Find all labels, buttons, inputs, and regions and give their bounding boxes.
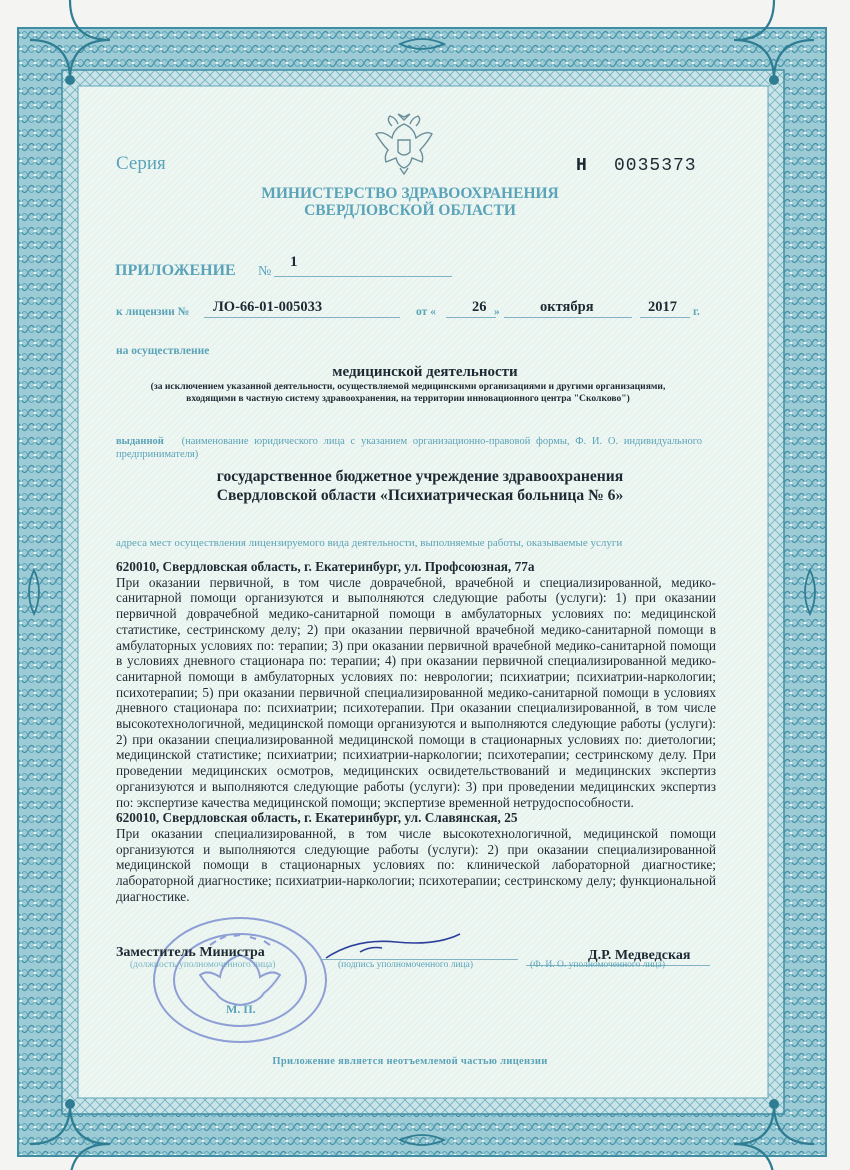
license-number-underline: [204, 317, 400, 318]
official-stamp-icon: [150, 915, 330, 1045]
organization-line-2: Свердловской области «Психиатрическая больница № 6»: [216, 487, 624, 504]
issued-hint: (наименование юридического лица с указанием организационно-правовой формы, Ф. И. О. индивидуального предпринимателя): [116, 436, 702, 460]
signatory-position: Заместитель Министра: [116, 945, 265, 960]
series-label: Серия: [116, 153, 166, 174]
address-2-services: При оказании специализированной, в том числе высокотехнологичной, медицинской помощи организуются и выполняются следующие работы (услуги): 2) при оказании специализированной медицинской помощи в стационарных условиях по: клинической лабораторной диагностике; лабораторной диагностике; психиатрии-наркологии; психотерапии; сестринскому делу; функциональной диагностике.: [116, 825, 716, 904]
license-label: к лицензии №: [116, 306, 190, 318]
ministry-line-1: МИНИСТЕРСТВО ЗДРАВООХРАНЕНИЯ: [261, 185, 559, 202]
license-year: 2017: [648, 299, 677, 315]
address-2: 620010, Свердловская область, г. Екатеринбург, ул. Славянская, 25: [116, 810, 518, 826]
issued-label: выданной: [116, 436, 164, 447]
license-day-underline: [446, 317, 496, 318]
issued-hint-block: [116, 435, 702, 461]
position-hint: (должность уполномоченного лица): [130, 960, 276, 970]
series-letter: Н: [576, 156, 587, 176]
license-day-close: »: [494, 306, 500, 318]
addresses-body: [116, 559, 716, 904]
footer-note: Приложение является неотъемлемой частью лицензии: [272, 1056, 548, 1067]
appendix-number-underline: [274, 276, 452, 277]
license-number: ЛО-66-01-005033: [213, 299, 323, 315]
activity-note: (за исключением указанной деятельности, осуществляемой медицинскими организациями и другими организациями, входящими в частную систему здравоохранения, на территории инновационного центра "Сколково"): [150, 381, 666, 404]
signatory-name: Д.Р. Медведская: [588, 948, 691, 963]
organization-line-1: государственное бюджетное учреждение здравоохранения: [216, 468, 624, 485]
activity-title: медицинской деятельности: [332, 364, 518, 380]
stamp-place-mark: М. П.: [226, 1002, 256, 1016]
signature-hint: (подпись уполномоченного лица): [338, 960, 474, 970]
ministry-line-2: СВЕРДЛОВСКОЙ ОБЛАСТИ: [304, 202, 516, 219]
license-month-underline: [504, 317, 632, 318]
addresses-label: адреса мест осуществления лицензируемого вида деятельности, выполняемые работы, оказываемые услуги: [116, 537, 623, 549]
appendix-label: ПРИЛОЖЕНИЕ: [115, 262, 236, 279]
license-date-prefix: от «: [416, 306, 436, 318]
appendix-number: 1: [290, 254, 298, 270]
coat-of-arms-icon: [372, 112, 436, 178]
address-1: 620010, Свердловская область, г. Екатеринбург, ул. Профсоюзная, 77а: [116, 559, 535, 574]
license-month: октября: [540, 299, 594, 315]
appendix-number-sign: №: [258, 264, 272, 279]
organization-name: [130, 467, 710, 505]
series-number: 0035373: [614, 156, 697, 176]
license-year-suffix: г.: [693, 306, 700, 318]
name-hint: (Ф. И. О. уполномоченного лица): [530, 960, 665, 970]
license-year-underline: [640, 317, 690, 318]
address-1-services: При оказании первичной, в том числе доврачебной, врачебной и специализированной, медико-санитарной помощи организуются и выполняются следующие работы (услуги): 1) при оказании первичной доврачебной медико-санитарной помощи в амбулаторных условиях по: медицинской статистике, сестринскому делу; 2) при оказании первичной врачебной медико-санитарной помощи в амбулаторных условиях по: терапии; 3) при оказании первичной врачебной медико-санитарной помощи в условиях дневного стационара по: терапии; 4) при оказании первичной специализированной медико-санитарной помощи в амбулаторных условиях по: неврологии; психиатрии; психиатрии-наркологии; психотерапии; 5) при оказании первичной специализированной медико-санитарной помощи в условиях дневного стационара по: психиатрии; психотерапии. При оказании специализированной, в том числе высокотехнологичной, медицинской помощи организуются и выполняются следующие работы (услуги): 2) при оказании специализированной медицинской помощи в стационарных условиях по: диетологии; медицинской статистике; психиатрии; психиатрии-наркологии; психотерапии; сестринскому делу. При проведении медицинских осмотров, медицинских освидетельствований и медицинских экспертиз организуются и выполняются следующие работы (услуги): 3) при проведении медицинских экспертиз по: экспертизе качества медицинской помощи; экспертизе временной нетрудоспособности.: [116, 574, 716, 810]
license-day: 26: [472, 299, 487, 315]
ministry-name: [200, 185, 620, 219]
activity-label: на осуществление: [116, 345, 210, 357]
